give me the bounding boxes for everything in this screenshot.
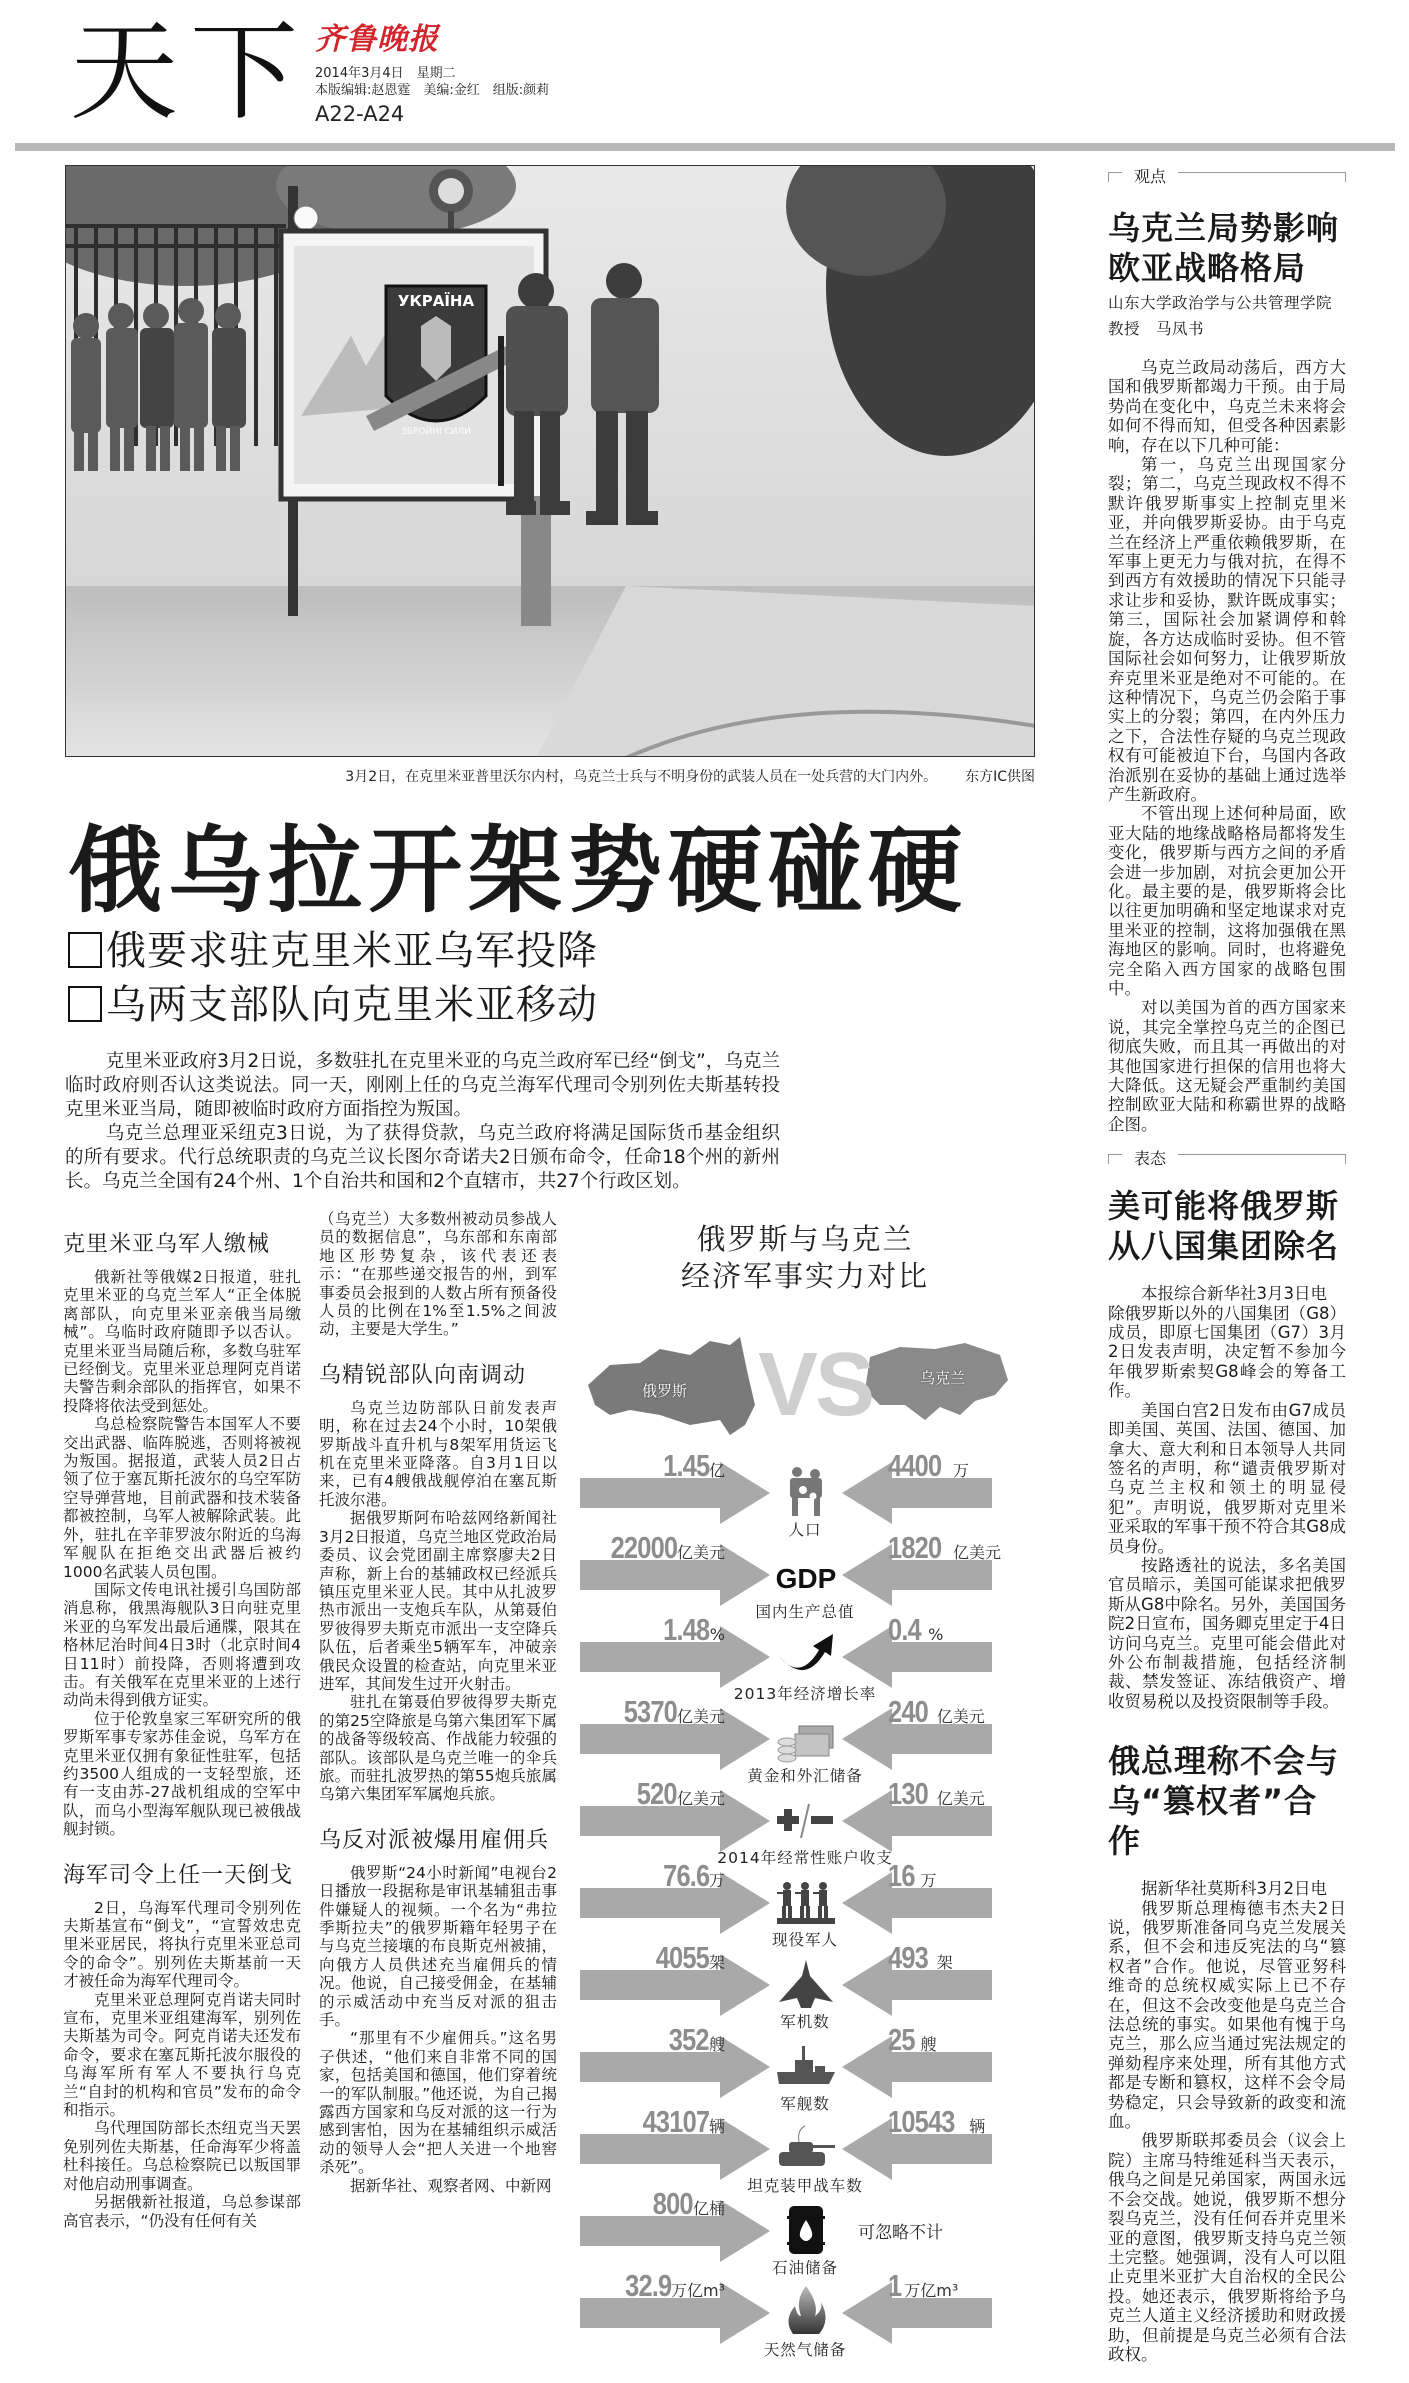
opinion-headline: 乌克兰局势影响欧亚战略格局 xyxy=(1108,209,1340,287)
russia-unit: 万亿m³ xyxy=(670,2281,725,2300)
metric-label: 军机数 xyxy=(780,2013,830,2031)
ukraine-value xyxy=(888,2104,985,2140)
russia-number: 800 xyxy=(653,2186,693,2221)
photo-caption xyxy=(345,766,1035,786)
tank-icon xyxy=(775,2122,837,2174)
infographic-title-line: 经济军事实力对比 xyxy=(680,1259,929,1293)
newspaper-logo: 齐鲁晚报 xyxy=(315,22,439,57)
body-paragraph: 乌克兰边防部队日前发表声明，称在过去24个小时，10架俄罗斯战斗直升机与8架军用货运飞机在克里米亚降落。自3月1日以来，已有4艘俄战舰停泊在塞瓦斯托波尔港。 xyxy=(319,1398,557,1509)
subheadline xyxy=(68,982,598,1028)
russia-unit: 亿 xyxy=(708,1461,725,1480)
metric-label: 石油储备 xyxy=(771,2259,838,2277)
section-label-text: 表态 xyxy=(1122,1148,1178,1170)
body-paragraph: 俄新社等俄媒2日报道，驻扎克里米亚的乌克兰军人“正全体脱离部队，向克里米亚亲俄当局缴械”。乌临时政府随即予以否认。克里米亚当局随后称，多数乌驻军已经倒戈。克里米亚总理阿克肖诺夫警告剩余部队的指挥官，如果不投降将依法受到惩处。 xyxy=(63,1268,301,1415)
ukraine-value xyxy=(888,1530,1001,1566)
russia-number: 43107 xyxy=(642,2104,709,2139)
russia-unit: 亿桶 xyxy=(692,2199,725,2218)
body-paragraph: 驻扎在第聂伯罗彼得罗夫斯克的第25空降旅是乌第六集团军下属的战备等级较高、作战能力较强的部队。该部队是乌克兰唯一的伞兵旅。而驻扎波罗热的第55炮兵旅属乌第六集团军军属炮兵旅。 xyxy=(319,1693,557,1804)
main-headline: 俄乌拉开架势硬碰硬 xyxy=(68,817,969,926)
ukraine-number: 4400 xyxy=(888,1448,942,1483)
comparison-row xyxy=(580,1448,1010,1539)
dateline: 据新华社莫斯科3月2日电 xyxy=(1141,1879,1327,1899)
russia-unit: 辆 xyxy=(708,2117,725,2136)
body-paragraph: 俄罗斯联邦委员会（议会上院）主席马特维延科当天表示，俄乌之间是兄弟国家，两国永远不会交战。她说，俄罗斯不想分裂乌克兰，没有任何吞并克里米亚的意图，俄罗斯支持乌克兰领土完整。她强调，没有人可以阻止克里米亚扩大自治权的全民公投。她还表示，俄罗斯将给予乌克兰人道主义经济援助和财政援助，但前提是乌克兰必须有合法政权。 xyxy=(1108,2131,1346,2364)
header-rule xyxy=(15,143,1395,151)
ukraine-number: 240 xyxy=(888,1694,928,1729)
infographic-title xyxy=(580,1221,1030,1295)
ukraine-unit: 架 xyxy=(936,1953,953,1972)
growth-arrow-icon xyxy=(775,1630,837,1682)
russia-value xyxy=(596,1530,725,1566)
russia-number: 520 xyxy=(637,1776,677,1811)
section-heading: 乌精锐部队向南调动 xyxy=(319,1362,527,1388)
ukraine-unit: 万 xyxy=(952,1461,969,1480)
ukraine-unit: 亿美元 xyxy=(952,1543,1001,1562)
metric-label: 黄金和外汇储备 xyxy=(747,1767,863,1785)
russia-number: 22000 xyxy=(610,1530,677,1565)
comparison-infographic xyxy=(580,1205,1010,2383)
ukraine-unit: 亿美元 xyxy=(936,1707,985,1726)
lead-paragraph: 乌克兰总理亚采纽克3日说，为了获得贷款，乌克兰政府将满足国际货币基金组织的所有要求。代行总统职责的乌克兰议长图尔奇诺夫2日颁布命令，任命18个州的新州长。乌克兰全国有24个州、1个自治共和国和2个直辖市，共27个行政区划。 xyxy=(65,1123,780,1192)
russia-number: 1.45 xyxy=(662,1448,709,1483)
gdp-text: GDP xyxy=(775,1563,837,1594)
soldiers-icon xyxy=(775,1876,837,1928)
russia-number: 352 xyxy=(669,2022,709,2057)
russia-unit: 艘 xyxy=(708,2035,725,2054)
ukraine-value xyxy=(888,1776,985,1812)
body-paragraph: 乌总检察院警告本国军人不要交出武器、临阵脱逃，否则将被视为叛国。据报道，武装人员2日占领了位于塞瓦斯托波尔的乌空军防空导弹营地，目前武器和技术装备都被控制，乌军人被解除武装。此外，驻扎在辛菲罗波尔附近的乌海军舰队在拒绝交出武器后被约1000名武装人员包围。 xyxy=(63,1415,301,1581)
section-label-stance xyxy=(1108,1148,1346,1170)
people-icon xyxy=(775,1466,837,1518)
section-heading: 乌反对派被爆用雇佣兵 xyxy=(319,1827,550,1853)
russia-value xyxy=(615,2268,725,2304)
russia-value xyxy=(628,1776,725,1812)
news-source: 据新华社、观察者网、中新网 xyxy=(350,2176,552,2195)
stance-body xyxy=(1108,1284,1346,1711)
russia-value xyxy=(644,1940,725,1976)
ukraine-value xyxy=(888,1858,937,1894)
ukraine-label: 乌克兰 xyxy=(920,1369,966,1387)
body-paragraph: 俄罗斯“24小时新闻”电视台2日播放一段据称是审讯基辅狙击事件嫌疑人的视频。一个名为“弗拉季斯拉夫”的俄罗斯籍年轻男子在与乌克兰接壤的布良斯克州被捕，向俄方人员供述充当雇佣兵的情况。他说，自己接受佣金，在基辅的示威活动中充当反对派的狙击手。 xyxy=(319,1863,557,2030)
body-paragraph: 按路透社的说法，多名美国官员暗示，美国可能谋求把俄罗斯从G8中除名。另外，美国国务院2日宣布，国务卿克里定于4日访问乌克兰。克里可能会借此对外公布制裁措施，包括经济制裁、禁发签证、冻结俄资产、增收贸易税以及投资限制等手段。 xyxy=(1108,1555,1346,1711)
ukraine-unit: 亿美元 xyxy=(936,1789,985,1808)
russia-unit: 亿美元 xyxy=(676,1543,725,1562)
body-paragraph: 克里米亚总理阿克肖诺夫同时宣布，克里米亚组建海军，别列佐夫斯基为司令。阿克肖诺夫还发布命令，要求在塞瓦斯托波尔服役的乌海军所有军人不要执行乌克兰“自封的机构和官员”发布的命令和指示。 xyxy=(63,1990,301,2120)
metric-label: 军舰数 xyxy=(780,2095,830,2113)
russia-value xyxy=(628,2104,725,2140)
ukraine-value xyxy=(888,2268,958,2304)
body-paragraph: 第一，乌克兰出现国家分裂；第二，乌克兰现政权不得不默许俄罗斯事实上控制克里米亚，并向俄罗斯妥协。由于乌克兰在经济上严重依赖俄罗斯，在军事上更无力与俄对抗，在得不到西方有效援助的情况下只能寻求让步和妥协，默许既成事实；第三，国际社会加紧调停和斡旋，各方达成临时妥协。但不管国际社会如何努力，让俄罗斯放弃克里米亚是绝对不可能的。在这种情况下，乌克兰仍会陷于事实上的分裂；第四，在内外压力之下，合法性存疑的乌克兰现政权有可能被迫下台，乌国内各政治派别在妥协的基础上通过选举产生新政府。 xyxy=(1108,455,1346,804)
ukraine-unit: 万亿m³ xyxy=(904,2281,959,2300)
body-paragraph: 2日，乌海军代理司令别列佐夫斯基宣布“倒戈”，“宣誓效忠克里米亚居民，将执行克里米亚总司令的命令”。别列佐夫斯基前一天才被任命为海军代理司令。 xyxy=(63,1898,301,1991)
ukraine-value xyxy=(888,1694,985,1730)
plus-minus-icon xyxy=(775,1794,837,1846)
sign-subtext: ЗБРОЙНІ СИЛИ xyxy=(401,427,471,437)
jet-icon xyxy=(775,1958,837,2010)
russia-unit: 亿美元 xyxy=(676,1789,725,1808)
russia-value xyxy=(660,2022,725,2058)
warship-icon xyxy=(775,2040,837,2092)
metric-label: 现役军人 xyxy=(771,1931,838,1949)
russia-label: 俄罗斯 xyxy=(642,1382,688,1400)
issue-date: 2014年3月4日 星期二 xyxy=(315,66,456,81)
ukraine-value-text: 可忽略不计 xyxy=(858,2223,943,2243)
body-paragraph: 除俄罗斯以外的八国集团（G8）成员，即原七国集团（G7）3月2日发表声明，决定暂不参加今年俄罗斯索契G8峰会的筹备工作。 xyxy=(1108,1303,1346,1401)
russia-value xyxy=(644,2186,725,2222)
russia-number: 32.9 xyxy=(624,2268,671,2303)
pm-body xyxy=(1108,1879,1346,2364)
russia-number: 4055 xyxy=(655,1940,709,1975)
body-paragraph: 美国白宫2日发布由G7成员即美国、英国、法国、德国、加拿大、意大利和日本领导人共同签名的声明，称“谴责俄罗斯对乌克兰主权和领土的明显侵犯”。声明说，俄罗斯对克里米亚采取的军事干预不符合其G8成员身份。 xyxy=(1108,1400,1346,1556)
section-label-text: 观点 xyxy=(1122,166,1178,188)
metric-label: 坦克装甲战车数 xyxy=(747,2177,863,2195)
news-column-2 xyxy=(319,1210,557,2195)
ukraine-number: 130 xyxy=(888,1776,928,1811)
flame-icon xyxy=(775,2286,837,2338)
ukraine-unit: 辆 xyxy=(969,2117,986,2136)
infographic-title-line: 俄罗斯与乌克兰 xyxy=(696,1222,914,1256)
russia-number: 1.48 xyxy=(663,1612,710,1647)
ukraine-value xyxy=(888,2022,937,2058)
stance-headline: 美可能将俄罗斯从八国集团除名 xyxy=(1108,1187,1340,1266)
ukraine-value xyxy=(888,1448,969,1484)
barracks-gate-photo xyxy=(66,166,1035,757)
editor-credits: 本版编辑:赵恩霆 美编:金红 组版:颜莉 xyxy=(315,83,550,98)
dateline: 本报综合新华社3月3日电 xyxy=(1141,1284,1327,1304)
ukraine-value xyxy=(888,1940,953,1976)
caption-text: 3月2日，在克里米亚普里沃尔内村，乌克兰士兵与不明身份的武装人员在一处兵营的大门内外。 xyxy=(345,769,938,785)
body-paragraph: “那里有不少雇佣兵。”这名男子供述，“他们来自非常不同的国家，包括美国和德国，他们穿着统一的军队制服。”他还说，为自己揭露西方国家和乌反对派的这一行为感到害怕，因为在基辅组织示威活动的领导人会“把人关进一个地窖杀死”。 xyxy=(319,2029,557,2177)
page-range: A22-A24 xyxy=(315,102,405,126)
photo-credit: 东方IC供图 xyxy=(965,769,1035,785)
russia-number: 5370 xyxy=(623,1694,677,1729)
sign-text: УКРАЇНА xyxy=(397,292,475,310)
ukraine-number: 25 xyxy=(888,2022,915,2057)
author-name: 教授 马凤书 xyxy=(1108,320,1205,338)
body-paragraph: 据俄罗斯阿布哈兹网络新闻社3月2日报道，乌克兰地区党政治局委员、议会党团副主席察廖夫2日声称，新上台的基辅政权已经派兵镇压克里米亚人民。其中从扎波罗热市派出一支炮兵车队，从第聂伯罗彼得罗夫斯克市派出一支空降兵队伍，后者乘坐5辆军车，冲破亲俄民众设置的检查站，向克里米亚进军，其间发生过开火射击。 xyxy=(319,1509,557,1693)
right-sidebar xyxy=(1108,160,1346,2364)
body-paragraph: 乌代理国防部长杰纽克当天罢免别列佐夫斯基，任命海军少将盖杜科接任。乌总检察院已以叛国罪对他启动刑事调查。 xyxy=(63,2119,301,2193)
money-icon xyxy=(775,1712,837,1764)
body-paragraph-continued: （乌克兰）大多数州被动员参战人员的数据信息”，乌东部和东南部地区形势复杂，该代表还表示：“在那些递交报告的州，到军事委员会报到的人数占所有预备役人员的比例在1%至1.5%之间波动，主要是大学生。” xyxy=(319,1210,557,1339)
subheadline-text: 乌两支部队向克里米亚移动 xyxy=(106,982,598,1028)
subheadline xyxy=(68,928,598,974)
russia-value xyxy=(653,1448,725,1484)
section-heading: 克里米亚乌军人缴械 xyxy=(63,1232,271,1257)
ukraine-number: 493 xyxy=(888,1940,928,1975)
ukraine-number: 10543 xyxy=(888,2104,955,2139)
lead-paragraph: 克里米亚政府3月2日说，多数驻扎在克里米亚的乌克兰政府军已经“倒戈”，乌克兰临时政府则否认这类说法。同一天，刚刚上任的乌克兰海军代理司令别列佐夫斯基转投克里米亚当局，随即被临时政府方面指控为叛国。 xyxy=(65,1051,780,1120)
section-title: 天下 xyxy=(70,10,311,135)
ukraine-unit: % xyxy=(928,1625,944,1644)
russia-number: 76.6 xyxy=(662,1858,709,1893)
russia-value xyxy=(653,1612,725,1648)
body-paragraph: 国际文传电讯社援引乌国防部消息称，俄黑海舰队3日向驻克里米亚的乌军发出最后通牒，限其在格林尼治时间4日3时（北京时间4日11时）前投降，否则将遭到攻击。有关俄军在克里米亚的上述行动尚未得到俄方证实。 xyxy=(63,1580,301,1710)
russia-unit: 亿美元 xyxy=(676,1707,725,1726)
news-photo xyxy=(65,165,1035,757)
metric-label: 天然气储备 xyxy=(763,2341,847,2359)
lead-paragraphs xyxy=(65,1050,780,1194)
pm-headline: 俄总理称不会与乌“篡权者”合作 xyxy=(1108,1742,1340,1861)
oil-barrel-icon xyxy=(775,2204,837,2256)
ukraine-unit: 艘 xyxy=(920,2035,937,2054)
russia-value xyxy=(653,1858,725,1894)
body-paragraph: 对以美国为首的西方国家来说，其完全掌控乌克兰的企图已彻底失败，而且其一再做出的对其他国家进行担保的信用也将大大降低。这无疑会严重制约美国控制欧亚大陆和称霸世界的战略企图。 xyxy=(1108,998,1346,1134)
ukraine-unit: 万 xyxy=(920,1871,937,1890)
versus-text: VS xyxy=(758,1335,873,1435)
russia-unit: % xyxy=(709,1625,725,1644)
square-bullet-icon xyxy=(68,986,102,1022)
ukraine-number: 1 xyxy=(888,2268,902,2303)
ukraine-number: 1820 xyxy=(888,1530,942,1565)
ukraine-value xyxy=(888,1612,943,1648)
opinion-body xyxy=(1108,358,1346,1134)
gdp-icon xyxy=(775,1548,837,1600)
russia-unit: 架 xyxy=(708,1953,725,1972)
metric-label: 国内生产总值 xyxy=(755,1603,855,1621)
body-paragraph: 乌克兰政局动荡后，西方大国和俄罗斯都竭力干预。由于局势尚在变化中，乌克兰未来将会如何不得而知，但受各种因素影响，存在以下几种可能： xyxy=(1108,358,1346,455)
body-paragraph: 位于伦敦皇家三军研究所的俄罗斯军事专家苏佳金说，乌军方在克里米亚仅拥有象征性驻军，包括约3500人组成的一支轻型旅，还有一支由苏-27战机组成的空军中队，而乌小型海军舰队现已被俄战舰封锁。 xyxy=(63,1709,301,1839)
news-column-1 xyxy=(63,1232,301,2230)
section-heading: 海军司令上任一天倒戈 xyxy=(63,1862,294,1888)
metric-label: 人口 xyxy=(788,1521,822,1539)
metric-label: 2013年经济增长率 xyxy=(733,1685,877,1703)
russia-value xyxy=(612,1694,725,1730)
body-paragraph: 另据俄新社报道，乌总参谋部高官表示，“仍没有任何有关 xyxy=(63,2193,301,2230)
russia-unit: 万 xyxy=(708,1871,725,1890)
body-paragraph: 俄罗斯总理梅德韦杰夫2日说，俄罗斯准备同乌克兰发展关系，但不会和违反宪法的乌“篡权者”合作。他说，尽管亚努科维奇的总统权威实际上已不存在，但这不会改变他是乌克兰合法总统的事实。如果他有愧于乌克兰，那么应当通过宪法规定的弹劾程序来处理，所有其他方式都是专断和篡权，这样不会令局势稳定，只会导致新的政变和流血。 xyxy=(1108,1898,1346,2132)
author-affiliation: 山东大学政治学与公共管理学院 xyxy=(1108,294,1333,312)
metric-label: 2014年经常性账户收支 xyxy=(717,1849,893,1867)
ukraine-number: 16 xyxy=(888,1858,915,1893)
section-label-opinion xyxy=(1108,166,1346,188)
body-paragraph: 不管出现上述何种局面，欧亚大陆的地缘战略格局都将发生变化，俄罗斯与西方之间的矛盾会进一步加剧，对抗会更加公开化。最主要的是，俄罗斯将会比以往更加明确和坚定地谋求对克里米亚的控制，这将加强俄在黑海地区的影响。同时，也将避免完全陷入西方国家的战略包围中。 xyxy=(1108,804,1346,998)
ukraine-number: 0.4 xyxy=(888,1612,921,1647)
subheadline-text: 俄要求驻克里米亚乌军投降 xyxy=(106,928,598,974)
square-bullet-icon xyxy=(68,932,102,968)
